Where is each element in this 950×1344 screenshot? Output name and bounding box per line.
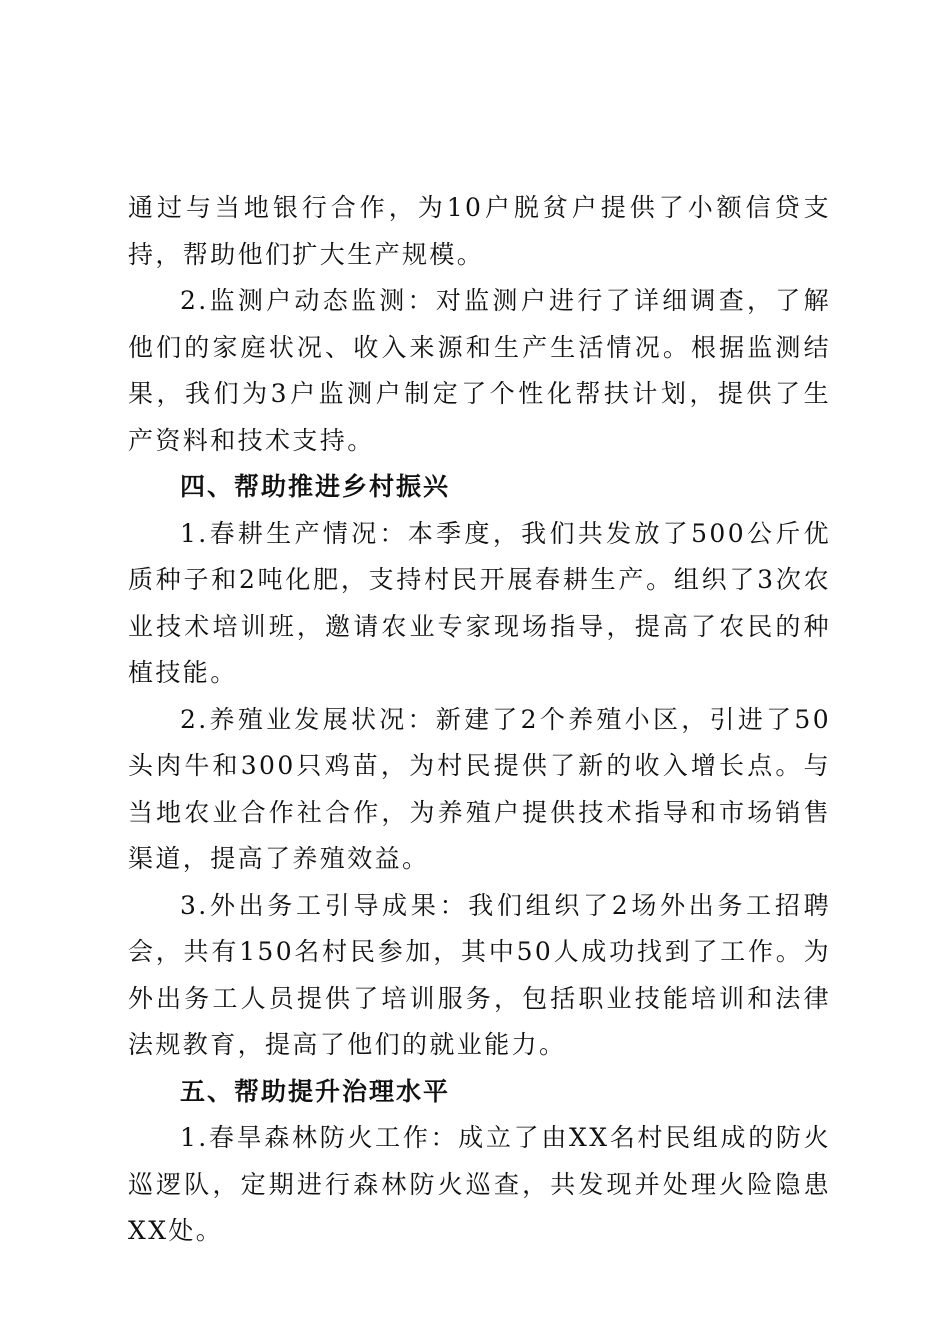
paragraph-spring-farming: 1.春耕生产情况：本季度，我们共发放了500公斤优质种子和2吨化肥，支持村民开展春耕生产。组织了3次农业技术培训班，邀请农业专家现场指导，提高了农民的种植技能。: [128, 518, 831, 687]
paragraph-monitoring: 2.监测户动态监测：对监测户进行了详细调查，了解他们的家庭状况、收入来源和生产生活情况。根据监测结果，我们为3户监测户制定了个性化帮扶计划，提供了生产资料和技术支持。: [128, 286, 831, 455]
paragraph-credit-support: 通过与当地银行合作，为10户脱贫户提供了小额信贷支持，帮助他们扩大生产规模。: [128, 193, 831, 269]
document-body: [128, 185, 831, 1255]
paragraph-fire-prevention: 1.春旱森林防火工作：成立了由XX名村民组成的防火巡逻队，定期进行森林防火巡查，共发现并处理火险隐患XX处。: [128, 1123, 831, 1245]
paragraph-migrant-work: 3.外出务工引导成果：我们组织了2场外出务工招聘会，共有150名村民参加，其中50人成功找到了工作。为外出务工人员提供了培训服务，包括职业技能培训和法律法规教育，提高了他们的就业能力。: [128, 890, 831, 1059]
section-heading-rural-revitalization: 四、帮助推进乡村振兴: [180, 472, 451, 501]
paragraph-livestock: 2.养殖业发展状况：新建了2个养殖小区，引进了50头肉牛和300只鸡苗，为村民提供了新的收入增长点。与当地农业合作社合作，为养殖户提供技术指导和市场销售渠道，提高了养殖效益。: [128, 704, 831, 873]
section-heading-governance: 五、帮助提升治理水平: [180, 1076, 451, 1106]
